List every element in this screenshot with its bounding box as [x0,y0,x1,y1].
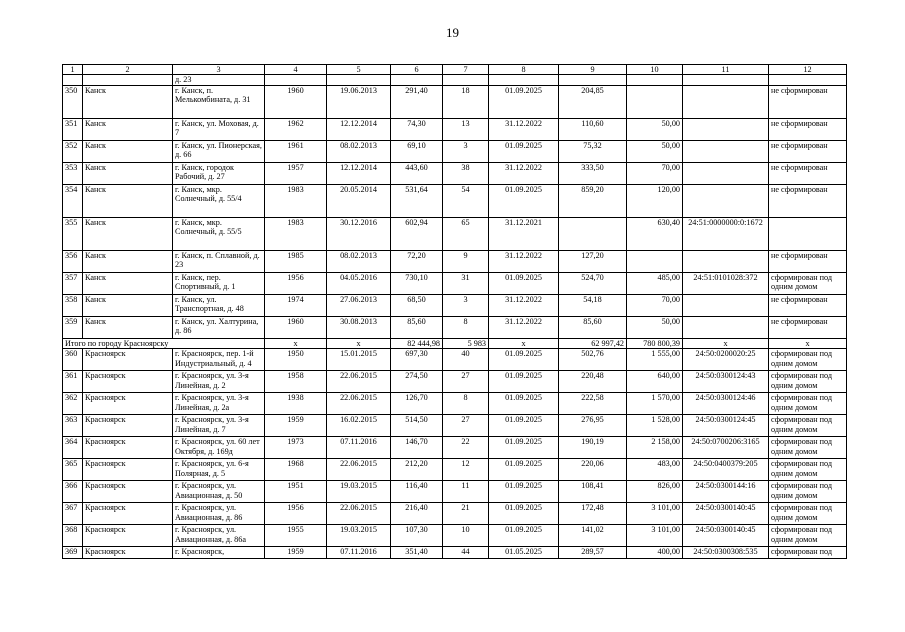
year-built-cell: 1956 [265,272,327,294]
area-cell: 697,30 [391,349,443,371]
value-cell: 1 555,00 [627,349,683,371]
cost-cell: 190,19 [559,437,627,459]
value-cell: 826,00 [627,481,683,503]
deadline-cell: 01.09.2025 [489,415,559,437]
status-cell: не сформирован [769,184,847,217]
continuation-row [63,75,847,85]
deadline-cell: 01.09.2025 [489,85,559,118]
total-year-cell: х [265,338,327,348]
area-cell: 146,70 [391,437,443,459]
table-row [63,503,847,525]
value-cell: 120,00 [627,184,683,217]
address-cell: г. Канск, пер. Спортивный, д. 1 [173,272,265,294]
address-cell: г. Канск, ул. Транспортная, д. 48 [173,294,265,316]
total-date-cell: х [327,338,391,348]
residents-cell: 21 [443,503,489,525]
deadline-cell: 01.09.2025 [489,184,559,217]
row-number-cell: 364 [63,437,83,459]
date-cell: 22.06.2015 [327,459,391,481]
year-built-cell: 1960 [265,85,327,118]
table-row [63,415,847,437]
value-cell: 3 101,00 [627,525,683,547]
city-cell: Канск [83,294,173,316]
residents-cell: 54 [443,184,489,217]
value-cell: 640,00 [627,371,683,393]
address-cell: г. Канск, ул. Халтурина, д. 86 [173,316,265,338]
status-cell: не сформирован [769,316,847,338]
column-number: 2 [83,65,173,75]
value-cell: 1 528,00 [627,415,683,437]
address-cell: г. Канск, мкр. Солнечный, д. 55/5 [173,217,265,250]
deadline-cell: 31.12.2022 [489,316,559,338]
table-row [63,162,847,184]
row-number-cell: 361 [63,371,83,393]
deadline-cell: 31.12.2022 [489,250,559,272]
status-cell: не сформирован [769,294,847,316]
residents-cell: 18 [443,85,489,118]
cadastral-number-cell [683,184,769,217]
year-built-cell: 1938 [265,393,327,415]
city-cell: Красноярск [83,393,173,415]
area-cell: 216,40 [391,503,443,525]
row-number-cell: 367 [63,503,83,525]
date-cell: 08.02.2013 [327,250,391,272]
row-number-cell: 369 [63,547,83,559]
address-cell: г. Канск, п. Мелькомбината, д. 31 [173,85,265,118]
cadastral-number-cell: 24:50:0300124:45 [683,415,769,437]
year-built-cell: 1960 [265,316,327,338]
page-number: 19 [446,25,459,40]
area-cell: 74,30 [391,118,443,140]
cadastral-number-cell: 24:50:0300124:43 [683,371,769,393]
row-number-cell: 357 [63,272,83,294]
residents-cell: 40 [443,349,489,371]
residents-cell: 13 [443,118,489,140]
cost-cell: 141,02 [559,525,627,547]
residents-cell: 31 [443,272,489,294]
year-built-cell: 1962 [265,118,327,140]
cost-cell: 85,60 [559,316,627,338]
area-cell: 351,40 [391,547,443,559]
city-cell: Красноярск [83,503,173,525]
status-cell: сформирован под одним домом [769,393,847,415]
column-number: 9 [559,65,627,75]
cost-cell: 108,41 [559,481,627,503]
deadline-cell: 31.12.2022 [489,294,559,316]
date-cell: 12.12.2014 [327,118,391,140]
cadastral-number-cell: 24:51:0101028:372 [683,272,769,294]
area-cell: 212,20 [391,459,443,481]
table-row [63,316,847,338]
status-cell: не сформирован [769,118,847,140]
cost-cell: 222,58 [559,393,627,415]
date-cell: 22.06.2015 [327,371,391,393]
area-cell: 72,20 [391,250,443,272]
date-cell: 08.02.2013 [327,140,391,162]
value-cell: 50,00 [627,140,683,162]
value-cell: 485,00 [627,272,683,294]
year-built-cell: 1973 [265,437,327,459]
total-cost-cell: 62 997,42 [559,338,627,348]
deadline-cell: 31.12.2022 [489,118,559,140]
residents-cell: 9 [443,250,489,272]
table-row [63,349,847,371]
column-number: 12 [769,65,847,75]
residents-cell: 8 [443,316,489,338]
value-cell: 70,00 [627,162,683,184]
table-row [63,217,847,250]
city-cell: Красноярск [83,459,173,481]
city-cell: Красноярск [83,547,173,559]
cadastral-number-cell: 24:50:0300144:16 [683,481,769,503]
residents-cell: 3 [443,294,489,316]
deadline-cell: 01.09.2025 [489,437,559,459]
address-cell: г. Канск, п. Сплавной, д. 23 [173,250,265,272]
cadastral-number-cell: 24:50:0200020:25 [683,349,769,371]
address-cell: д. 23 [173,75,265,85]
housing-register-table [62,64,847,559]
area-cell: 69,10 [391,140,443,162]
area-cell: 730,10 [391,272,443,294]
deadline-cell: 31.12.2022 [489,162,559,184]
year-built-cell: 1957 [265,162,327,184]
row-number-cell: 360 [63,349,83,371]
date-cell: 04.05.2016 [327,272,391,294]
cadastral-number-cell [683,140,769,162]
city-cell: Канск [83,118,173,140]
column-number: 4 [265,65,327,75]
city-cell: Красноярск [83,525,173,547]
deadline-cell: 01.09.2025 [489,525,559,547]
date-cell: 22.06.2015 [327,503,391,525]
row-number-cell: 365 [63,459,83,481]
address-cell: г. Красноярск, [173,547,265,559]
table-row [63,294,847,316]
value-cell: 50,00 [627,316,683,338]
address-cell: г. Канск, ул. Моховая, д. 7 [173,118,265,140]
cost-cell: 75,32 [559,140,627,162]
column-number: 10 [627,65,683,75]
table-row [63,437,847,459]
value-cell: 630,40 [627,217,683,250]
city-cell: Красноярск [83,371,173,393]
status-cell: сформирован под одним домом [769,481,847,503]
area-cell: 107,30 [391,525,443,547]
deadline-cell: 01.09.2025 [489,393,559,415]
address-cell: г. Красноярск, ул. Авиационная, д. 50 [173,481,265,503]
cadastral-number-cell [683,316,769,338]
year-built-cell: 1955 [265,525,327,547]
cadastral-number-cell [683,162,769,184]
value-cell: 70,00 [627,294,683,316]
row-number-cell: 353 [63,162,83,184]
table-body [63,65,847,559]
date-cell: 30.08.2013 [327,316,391,338]
residents-cell: 3 [443,140,489,162]
area-cell: 443,60 [391,162,443,184]
year-built-cell: 1961 [265,140,327,162]
city-cell: Канск [83,217,173,250]
city-cell: Канск [83,272,173,294]
cadastral-number-cell [683,118,769,140]
date-cell: 30.12.2016 [327,217,391,250]
date-cell: 22.06.2015 [327,393,391,415]
row-number-cell: 363 [63,415,83,437]
row-number-cell: 368 [63,525,83,547]
value-cell [627,250,683,272]
year-built-cell: 1959 [265,547,327,559]
date-cell: 15.01.2015 [327,349,391,371]
cost-cell: 333,50 [559,162,627,184]
table-row [63,481,847,503]
status-cell: сформирован под одним домом [769,415,847,437]
status-cell: сформирован под одним домом [769,459,847,481]
cadastral-number-cell: 24:51:0000000:0:1672 [683,217,769,250]
city-cell: Канск [83,140,173,162]
residents-cell: 27 [443,371,489,393]
table-row [63,525,847,547]
year-built-cell: 1974 [265,294,327,316]
cost-cell [559,217,627,250]
column-number: 6 [391,65,443,75]
city-cell: Канск [83,250,173,272]
status-cell: сформирован под одним домом [769,272,847,294]
total-label: Итого по городу Красноярску [63,338,265,348]
year-built-cell: 1958 [265,371,327,393]
year-built-cell: 1983 [265,184,327,217]
status-cell: сформирован под одним домом [769,437,847,459]
cost-cell: 524,70 [559,272,627,294]
column-number: 5 [327,65,391,75]
date-cell: 20.05.2014 [327,184,391,217]
row-number-cell: 366 [63,481,83,503]
city-cell: Канск [83,162,173,184]
date-cell: 12.12.2014 [327,162,391,184]
cadastral-number-cell: 24:50:0300140:45 [683,525,769,547]
deadline-cell: 01.09.2025 [489,272,559,294]
address-cell: г. Красноярск, ул. 3-я Линейная, д. 2 [173,371,265,393]
residents-cell: 44 [443,547,489,559]
table-row [63,547,847,559]
area-cell: 602,94 [391,217,443,250]
row-number-cell: 352 [63,140,83,162]
row-number-cell: 350 [63,85,83,118]
year-built-cell: 1983 [265,217,327,250]
address-cell: г. Красноярск, ул. Авиационная, д. 86а [173,525,265,547]
deadline-cell: 01.09.2025 [489,459,559,481]
row-number-cell: 354 [63,184,83,217]
date-cell: 19.06.2013 [327,85,391,118]
total-value-cell: 780 800,39 [627,338,683,348]
row-number-cell: 359 [63,316,83,338]
area-cell: 514,50 [391,415,443,437]
city-cell: Канск [83,85,173,118]
date-cell: 07.11.2016 [327,437,391,459]
address-cell: г. Канск, городок Рабочий, д. 27 [173,162,265,184]
cadastral-number-cell: 24:50:0300308:535 [683,547,769,559]
year-built-cell: 1959 [265,415,327,437]
table-row [63,272,847,294]
deadline-cell: 01.09.2025 [489,371,559,393]
residents-cell: 27 [443,415,489,437]
residents-cell: 65 [443,217,489,250]
row-number-cell: 362 [63,393,83,415]
address-cell: г. Канск, мкр. Солнечный, д. 55/4 [173,184,265,217]
cadastral-number-cell: 24:50:0300124:46 [683,393,769,415]
area-cell: 68,50 [391,294,443,316]
status-cell: не сформирован [769,162,847,184]
column-number: 3 [173,65,265,75]
city-cell: Канск [83,184,173,217]
year-built-cell: 1956 [265,503,327,525]
status-cell: сформирован под одним домом [769,371,847,393]
status-cell: не сформирован [769,85,847,118]
cadastral-number-cell [683,250,769,272]
status-cell: сформирован под одним домом [769,525,847,547]
value-cell: 1 570,00 [627,393,683,415]
area-cell: 126,70 [391,393,443,415]
city-cell: Красноярск [83,437,173,459]
table-row [63,184,847,217]
residents-cell: 38 [443,162,489,184]
cost-cell: 54,18 [559,294,627,316]
value-cell: 2 158,00 [627,437,683,459]
table-row [63,393,847,415]
cadastral-number-cell: 24:50:0300140:45 [683,503,769,525]
value-cell [627,85,683,118]
city-total-row [63,338,847,348]
residents-cell: 12 [443,459,489,481]
city-cell: Красноярск [83,481,173,503]
row-number-cell: 351 [63,118,83,140]
column-number: 8 [489,65,559,75]
deadline-cell: 31.12.2021 [489,217,559,250]
total-status-cell: х [769,338,847,348]
total-cadastral-cell: х [683,338,769,348]
deadline-cell: 01.05.2025 [489,547,559,559]
cost-cell: 127,20 [559,250,627,272]
deadline-cell: 01.09.2025 [489,349,559,371]
area-cell: 85,60 [391,316,443,338]
city-cell: Канск [83,316,173,338]
year-built-cell: 1985 [265,250,327,272]
deadline-cell: 01.09.2025 [489,503,559,525]
status-cell: сформирован под [769,547,847,559]
cost-cell: 220,48 [559,371,627,393]
cadastral-number-cell: 24:50:0700206:3165 [683,437,769,459]
value-cell: 50,00 [627,118,683,140]
value-cell: 3 101,00 [627,503,683,525]
address-cell: г. Канск, ул. Пионерская, д. 66 [173,140,265,162]
table-row [63,459,847,481]
date-cell: 16.02.2015 [327,415,391,437]
column-number: 1 [63,65,83,75]
row-number-cell: 358 [63,294,83,316]
status-cell: не сформирован [769,140,847,162]
total-residents-cell: 5 983 [443,338,489,348]
column-number: 11 [683,65,769,75]
address-cell: г. Красноярск, ул. 6-я Полярная, д. 5 [173,459,265,481]
date-cell: 19.03.2015 [327,525,391,547]
table-row [63,118,847,140]
area-cell: 531,64 [391,184,443,217]
cost-cell: 220,06 [559,459,627,481]
date-cell: 07.11.2016 [327,547,391,559]
cost-cell: 172,48 [559,503,627,525]
table-row [63,85,847,118]
table-row [63,371,847,393]
status-cell: не сформирован [769,250,847,272]
row-number-cell: 356 [63,250,83,272]
date-cell: 27.06.2013 [327,294,391,316]
city-cell: Красноярск [83,415,173,437]
address-cell: г. Красноярск, ул. 3-я Линейная, д. 7 [173,415,265,437]
area-cell: 291,40 [391,85,443,118]
deadline-cell: 01.09.2025 [489,481,559,503]
status-cell: сформирован под одним домом [769,503,847,525]
status-cell [769,217,847,250]
deadline-cell: 01.09.2025 [489,140,559,162]
row-number-cell: 355 [63,217,83,250]
residents-cell: 22 [443,437,489,459]
residents-cell: 8 [443,393,489,415]
cadastral-number-cell [683,294,769,316]
total-area-cell: 82 444,98 [391,338,443,348]
cadastral-number-cell [683,85,769,118]
date-cell: 19.03.2015 [327,481,391,503]
address-cell: г. Красноярск, ул. 3-я Линейная, д. 2а [173,393,265,415]
cost-cell: 276,95 [559,415,627,437]
residents-cell: 11 [443,481,489,503]
value-cell: 400,00 [627,547,683,559]
total-deadline-cell: х [489,338,559,348]
address-cell: г. Красноярск, ул. 60 лет Октября, д. 169д [173,437,265,459]
status-cell: сформирован под одним домом [769,349,847,371]
cost-cell: 110,60 [559,118,627,140]
cost-cell: 289,57 [559,547,627,559]
cost-cell: 859,20 [559,184,627,217]
address-cell: г. Красноярск, ул. Авиационная, д. 86 [173,503,265,525]
cost-cell: 502,76 [559,349,627,371]
column-number: 7 [443,65,489,75]
cost-cell: 204,85 [559,85,627,118]
area-cell: 274,50 [391,371,443,393]
table-row [63,250,847,272]
table-row [63,140,847,162]
year-built-cell: 1968 [265,459,327,481]
residents-cell: 10 [443,525,489,547]
value-cell: 483,00 [627,459,683,481]
cadastral-number-cell: 24:50:0400379:205 [683,459,769,481]
city-cell: Красноярск [83,349,173,371]
year-built-cell: 1951 [265,481,327,503]
address-cell: г. Красноярск, пер. 1-й Индустриальный, д. 4 [173,349,265,371]
column-number-row [63,65,847,75]
year-built-cell: 1950 [265,349,327,371]
area-cell: 116,40 [391,481,443,503]
